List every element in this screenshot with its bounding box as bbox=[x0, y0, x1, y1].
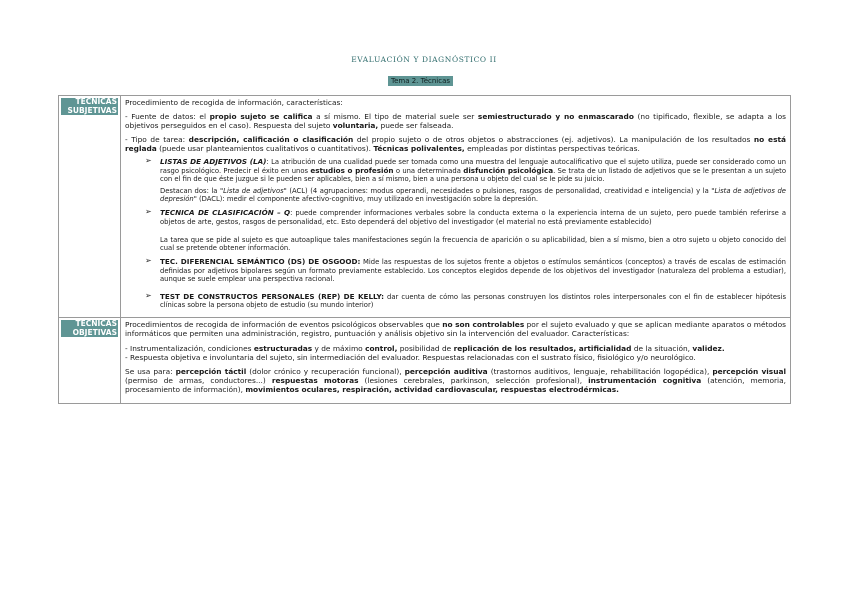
label-line: TÉCNICAS bbox=[75, 97, 117, 106]
arrow-bullet-icon: ➢ bbox=[145, 290, 152, 300]
label-line: SUBJETIVAS bbox=[67, 105, 117, 115]
list-item: ➢ TEST DE CONSTRUCTOS PERSONALES (REP) DE KELLY: dar cuenta de cómo las personas construyen los distintos roles interpersonales con el fin de establecer hipótesis clínicas sobre la persona objeto de estudio (su mundo interior) bbox=[145, 290, 787, 310]
content-cell-subjetivas bbox=[121, 96, 791, 318]
label-cell bbox=[59, 96, 121, 318]
response-paragraph: - Respuesta objetiva e involuntaria del sujeto, sin intermediación del evaluador. Respuestas relacionadas con el sustrato físico, fisiológico y/o neurológico. bbox=[125, 352, 696, 362]
techniques-table bbox=[58, 95, 791, 404]
instrumentation-paragraph: - Instrumentalización, condiciones estructuradas y de máximo control, posibilidad de replicación de los resultados, artificialidad de la situación, validez. bbox=[125, 343, 725, 353]
arrow-bullet-icon: ➢ bbox=[145, 256, 152, 266]
arrow-bullet-icon: ➢ bbox=[145, 156, 152, 166]
label-cell bbox=[59, 318, 121, 404]
section-label-objetivas bbox=[61, 320, 118, 337]
list-subparagraph: La tarea que se pide al sujeto es que autoaplique tales manifestaciones según la frecuencia de aparición o su aplicabilidad, bien a sí mismo, bien a otro sujeto u objeto conocido del cual se pretende obtener información. bbox=[160, 235, 786, 253]
task-paragraph: - Tipo de tarea: descripción, calificación o clasificación del propio sujeto o de otros objetos o abstracciones (ej. adjetivos). La manipulación de los resultados no está reglada (puede usar planteamientos cualitativos o cuantitativos). Técnicas polivalentes, empleadas por distintas perspectivas teóricas. bbox=[125, 135, 786, 154]
list-item: ➢ LISTAS DE ADJETIVOS (LA): La atribución de una cualidad puede ser tomada como una muestra del lenguaje autocalificativo que el sujeto utiliza, puede ser considerado como un rasgo psicológico. Predecir el éxito en unos estudios o profesión o una determinada disfunción psicológica. Se trata de un listado de adjetivos que se le presentan a un sujeto con el fin de que éste juzgue si le pueden ser aplicables, bien a sí mismo, bien a una persona u objeto del cual se le pide su juicio. bbox=[145, 156, 786, 183]
document-title: EVALUACIÓN Y DIAGNÓSTICO II bbox=[351, 55, 497, 64]
table-row-objetivas bbox=[59, 318, 791, 404]
list-item: ➢ TEC. DIFERENCIAL SEMÁNTICO (DS) DE OSGOOD: Mide las respuestas de los sujetos frente a objetos o estímulos semánticos (conceptos) a través de escalas de estimación definidas por adjetivos bipolares según un formato previamente establecido. Los conceptos elegidos depende de los objetivos del investigador (naturaleza del problema a estudiar), aunque se suele emplear una perspectiva racional. bbox=[145, 256, 786, 283]
intro-text: Procedimiento de recogida de información, características: bbox=[125, 98, 343, 107]
section-label-subjetivas bbox=[61, 98, 118, 115]
uses-paragraph: Se usa para: percepción táctil (dolor crónico y recuperación funcional), percepción auditiva (trastornos auditivos, lenguaje, rehabilitación logopédica), percepción visual (permiso de armas, conductores...) respuestas motoras (lesiones cerebrales, parkinson, selección profesional), instrumentación cognitiva (atención, memoria, procesamiento de información), movimientos oculares, respiración, actividad cardiovascular, respuestas electrodérmicas. bbox=[125, 366, 786, 394]
label-line: OBJETIVAS bbox=[72, 327, 117, 337]
intro-text: Procedimientos de recogida de información de eventos psicológicos observables que no son controlables por el sujeto evaluado y que se aplican mediante aparatos o métodos informáticos que permiten una administración, registro, puntuación y análisis objetivo sin la intervención del evaluador. Características: bbox=[125, 320, 786, 339]
table-row-subjetivas bbox=[59, 96, 791, 318]
technique-list bbox=[145, 158, 786, 309]
arrow-bullet-icon: ➢ bbox=[145, 207, 152, 217]
source-paragraph: - Fuente de datos: el propio sujeto se califica a sí mismo. El tipo de material suele ser semiestructurado y no enmascarado (no tipificado, flexible, se adapta a los objetivos perseguidos en el caso). Respuesta del sujeto voluntaria, puede ser falseada. bbox=[125, 112, 786, 131]
list-item: ➢ TECNICA DE CLASIFICACIÓN – Q: puede comprender informaciones verbales sobre la conducta externa o la experiencia interna de un sujeto, pero puede también referirse a objetos de arte, gestos, rasgos de personalidad, etc. Esto dependerá del objetivo del investigador (el material no está previamente establecido) bbox=[145, 207, 786, 226]
content-cell-objetivas bbox=[121, 318, 791, 404]
label-line: TÉCNICAS bbox=[75, 319, 117, 329]
topic-label: Tema 2. Técnicas bbox=[388, 76, 453, 86]
list-subparagraph: Destacan dos: la "Lista de adjetivos" (ACL) (4 agrupaciones: modus operandi, necesidades o pulsiones, rasgos de personalidad, creatividad e inteligencia) y la "Lista de adjetivos de depresión" (DACL): medir el componente afectivo-cognitivo, muy utilizado en investigación sobre la depresión. bbox=[160, 187, 786, 204]
